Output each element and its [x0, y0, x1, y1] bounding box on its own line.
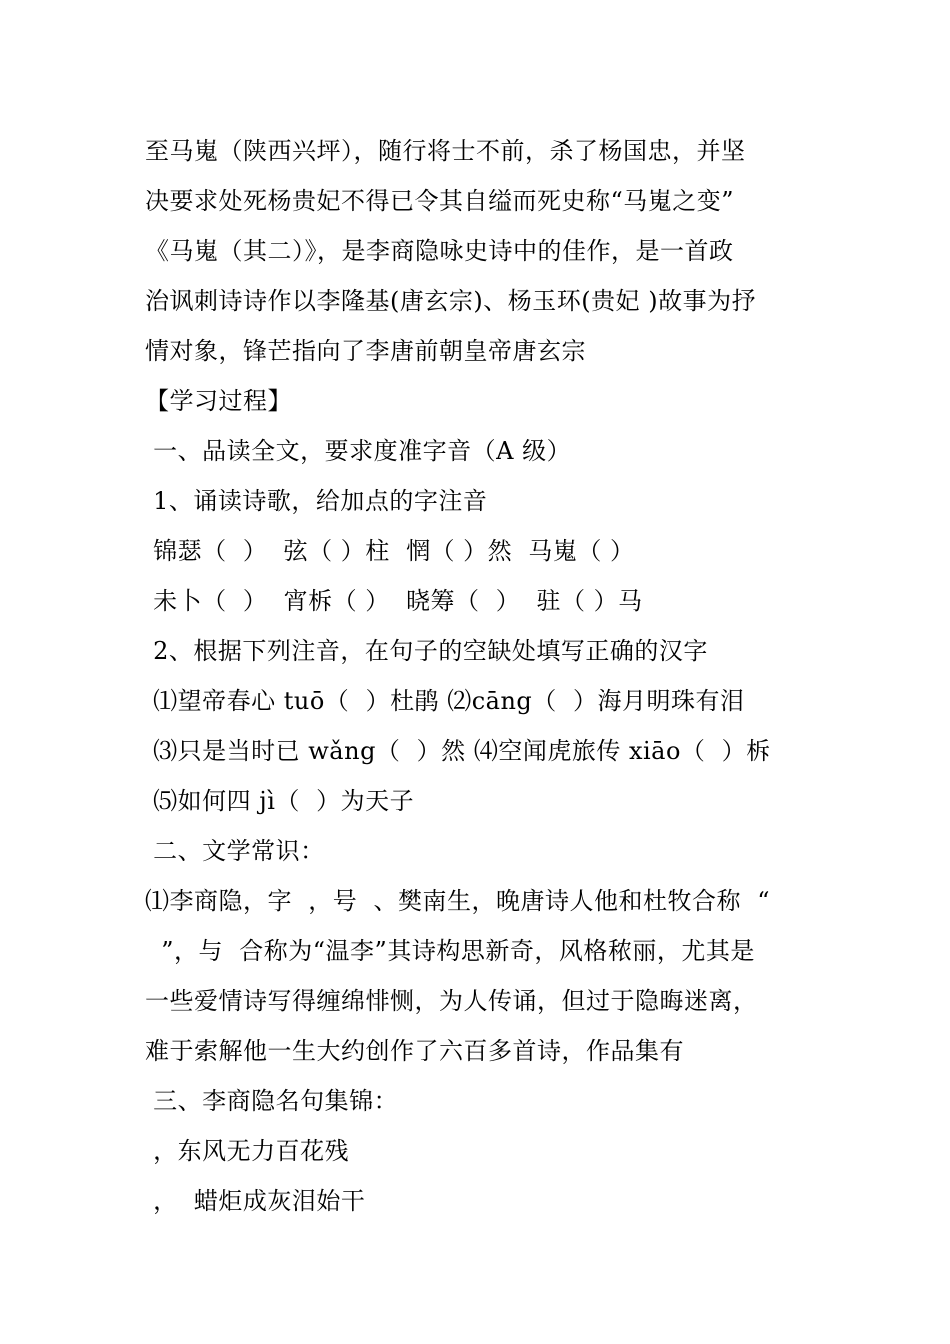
intro-line-2: 决要求处死杨贵妃不得已令其自缢而死史称“马嵬之变” [145, 187, 735, 215]
q1-row-1: 锦瑟（ ） 弦（ ）柱 惘（ ）然 马嵬（ ） [145, 537, 635, 565]
q2-row-3: ⑸如何四 jì（ ）为天子 [145, 787, 415, 815]
intro-line-3: 《马嵬（其二）》，是李商隐咏史诗中的佳作，是一首政 [145, 237, 734, 265]
section-heading: 【学习过程】 [145, 387, 292, 415]
q1-row-2: 未卜（ ） 宵柝（ ） 晓筹（ ） 驻（ ）马 [145, 587, 643, 615]
intro-line-5: 情对象，锋芒指向了李唐前朝皇帝唐玄宗 [145, 337, 586, 365]
q2-row-1: ⑴望帝春心 tuō（ ）杜鹃 ⑵cāng（ ）海月明珠有泪 [145, 687, 745, 715]
part1-heading: 一、品读全文，要求度准字音（A 级） [145, 437, 572, 465]
part3-line-1: ，东风无力百花残 [145, 1137, 350, 1165]
part3-line-2: ， 蜡炬成灰泪始干 [145, 1187, 366, 1215]
part3-heading: 三、李商隐名句集锦： [145, 1087, 399, 1115]
part2-heading: 二、文学常识： [145, 837, 325, 865]
part2-line-1: ⑴李商隐，字 ，号 、樊南生，晚唐诗人他和杜牧合称 “ [145, 887, 771, 915]
part2-line-2: ”，与 合称为“温李”其诗构思新奇，风格秾丽，尤其是 [145, 937, 755, 965]
q1-title: 1、诵读诗歌，给加点的字注音 [145, 487, 488, 515]
part2-line-3: 一些爱情诗写得缠绵悱恻，为人传诵，但过于隐晦迷离， [145, 987, 758, 1015]
intro-line-4: 治讽刺诗诗作以李隆基(唐玄宗)、杨玉环(贵妃 )故事为抒 [145, 287, 757, 315]
part2-line-4: 难于索解他一生大约创作了六百多首诗，作品集有 [145, 1037, 684, 1065]
intro-line-1: 至马嵬（陕西兴坪），随行将士不前，杀了杨国忠，并坚 [145, 137, 746, 165]
q2-row-2: ⑶只是当时已 wǎng（ ）然 ⑷空闻虎旅传 xiāo（ ）柝 [145, 737, 771, 765]
q2-title: 2、根据下列注音，在句子的空缺处填写正确的汉字 [145, 637, 708, 665]
